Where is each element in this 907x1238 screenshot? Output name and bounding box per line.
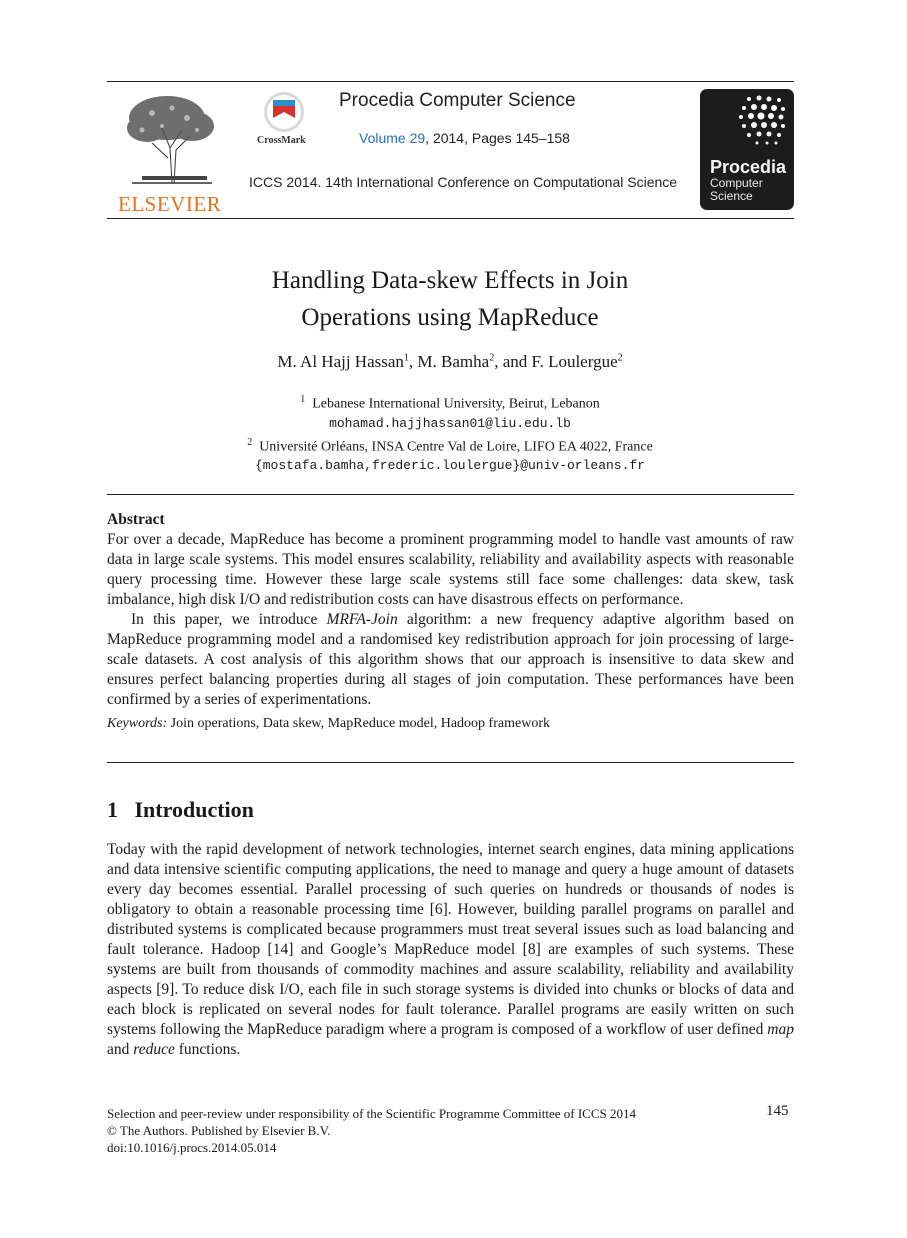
elsevier-logo xyxy=(112,88,232,216)
intro-em-map: map xyxy=(767,1021,794,1038)
author-1-sup: 1 xyxy=(403,352,409,364)
author-3: , and F. Loulergue xyxy=(494,352,618,371)
section-title: Introduction xyxy=(134,797,254,822)
conference-name: ICCS 2014. 14th International Conference on Computational Science xyxy=(249,174,678,190)
intro-paragraph xyxy=(107,840,794,1060)
aff-2-text: Université Orléans, INSA Centre Val de Loire, LIFO EA 4022, France xyxy=(259,439,653,455)
author-2-sup: 2 xyxy=(489,352,495,364)
header-bottom-rule xyxy=(107,218,794,219)
crossmark-label: CrossMark xyxy=(257,135,306,146)
volume-label: Volume xyxy=(359,130,410,146)
dot-pattern-icon xyxy=(719,94,789,149)
intro-text-end: functions. xyxy=(174,1041,241,1058)
section-number: 1 xyxy=(107,797,118,822)
footer-review-note: Selection and peer-review under responsibility of the Scientific Programme Committee of ICCS 2014 xyxy=(107,1106,637,1121)
crossmark-badge[interactable] xyxy=(254,90,314,150)
aff-1-email[interactable]: mohamad.hajjhassan01@liu.edu.lb xyxy=(329,415,571,431)
section-heading xyxy=(107,797,254,823)
volume-info xyxy=(359,130,570,146)
abstract-algorithm-name: MRFA-Join xyxy=(326,611,398,628)
elsevier-wordmark: ELSEVIER xyxy=(118,192,222,216)
aff-2-mark: 2 xyxy=(247,436,253,448)
keywords xyxy=(107,714,794,734)
affiliation-1 xyxy=(100,390,800,414)
intro-text-main: Today with the rapid development of network technologies, internet search engines, data mining applications and data intensive scientific computing applications, the need to manage and query a huge amount of datasets every day becomes essential. Parallel processing of such queries on hundreds or thousands of nodes is obligatory to obtain a reasonable processing time [6]. However, building parallel programs on parallel and distributed systems is complicated because programmers must treat several issues such as load balancing and fault tolerance. Hadoop [14] and Google’s MapReduce model [8] are examples of such systems. These systems are built from thousands of commodity machines and assure scalability, reliability and availability aspects [9]. To reduce disk I/O, each file in such storage systems is divided into chunks or blocks of data and each block is replicated on several nodes for fault tolerance. Parallel programs are easily written on such systems following the MapReduce paradigm where a program is composed of a workflow of user defined xyxy=(107,841,794,1038)
journal-title[interactable]: Procedia Computer Science xyxy=(339,90,576,111)
abstract-p2-after: algorithm: a new frequency adaptive algorithm based on MapReduce programming model and a randomised key redistribution approach for join processing of large-scale datasets. A cost analysis of this algorithm shows that our approach is insensitive to data skew and ensures perfect balancing properties during all stages of join computation. These performances have been confirmed by a series of experimentations. xyxy=(107,611,794,708)
header-top-rule xyxy=(107,81,794,82)
volume-number-link[interactable]: 29 xyxy=(409,130,426,146)
abstract-heading: Abstract xyxy=(107,511,165,528)
keywords-label: Keywords: xyxy=(107,716,168,731)
paper-title xyxy=(100,262,800,336)
elsevier-tree-logo xyxy=(112,88,232,188)
procedia-cover-logo xyxy=(700,89,794,210)
aff-1-mark: 1 xyxy=(300,394,306,405)
aff-1-text: Lebanese International University, Beirut, Lebanon xyxy=(312,396,600,412)
intro-and: and xyxy=(107,1041,134,1058)
title-line-1: Handling Data-skew Effects in Join xyxy=(271,267,629,294)
cover-sub-line1: Computer xyxy=(710,176,763,190)
abstract-bottom-rule xyxy=(107,762,794,763)
cover-procedia: Procedia xyxy=(710,157,787,177)
abstract-p2-before: In this paper, we introduce xyxy=(131,611,327,628)
aff-2-email[interactable]: {mostafa.bamha,frederic.loulergue}@univ-orleans.fr xyxy=(254,458,646,474)
abstract-top-rule xyxy=(107,494,794,495)
page-number: 145 xyxy=(766,1103,789,1119)
footer-doi[interactable]: doi:10.1016/j.procs.2014.05.014 xyxy=(107,1140,277,1155)
crossmark-icon xyxy=(254,90,314,136)
affiliations xyxy=(100,390,800,475)
keywords-list: Join operations, Data skew, MapReduce model, Hadoop framework xyxy=(167,716,550,731)
footer-copyright: © The Authors. Published by Elsevier B.V. xyxy=(107,1123,331,1138)
author-1: M. Al Hajj Hassan xyxy=(277,352,404,371)
intro-em-reduce: reduce xyxy=(133,1041,175,1058)
volume-year-pages: , 2014, Pages 145–158 xyxy=(425,130,570,146)
abstract-paragraph-2 xyxy=(107,610,794,710)
abstract-section xyxy=(107,510,794,734)
footer-notes xyxy=(107,1105,636,1156)
title-line-2: Operations using MapReduce xyxy=(301,304,599,331)
affiliation-2 xyxy=(100,433,800,457)
abstract-paragraph-1: For over a decade, MapReduce has become a prominent programming model to handle vast amounts of raw data in large scale systems. This model ensures scalability, reliability and availability aspects with reasonable query processing time. However these large scale systems still face some challenges: data skew, task imbalance, high disk I/O and redistribution costs can have disastrous effects on performance. xyxy=(107,531,794,608)
cover-sub-line2: Science xyxy=(710,189,753,203)
author-3-sup: 2 xyxy=(617,352,623,364)
author-2: , M. Bamha xyxy=(408,352,490,371)
author-list xyxy=(100,352,800,372)
cover-subtitle xyxy=(710,177,763,203)
